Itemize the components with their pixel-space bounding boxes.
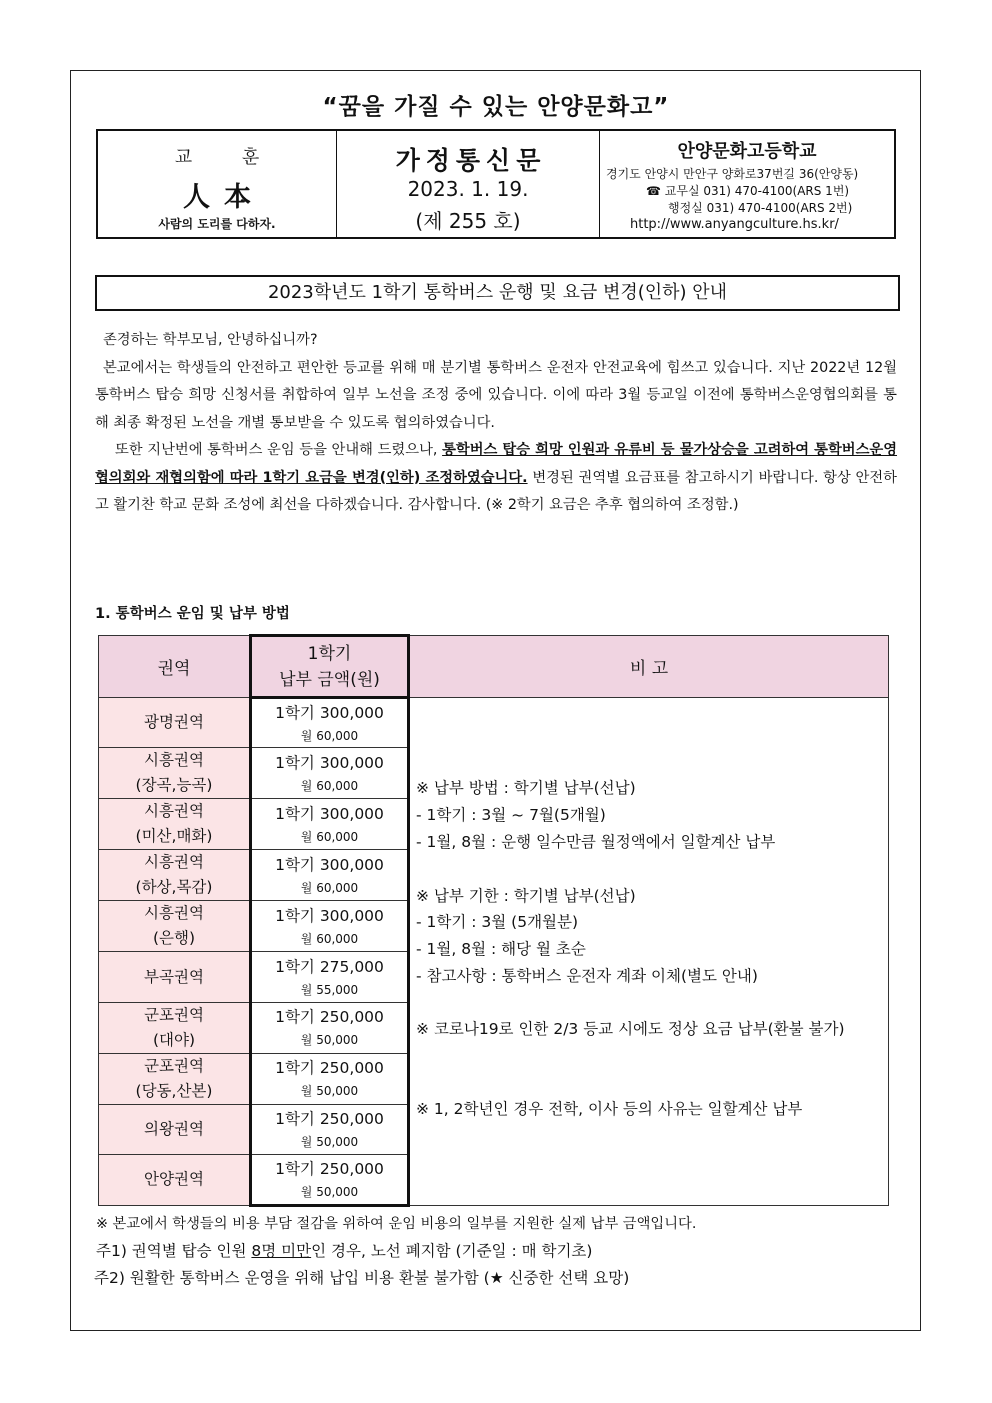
notes-cell bbox=[409, 698, 889, 1206]
footnote-1: 주1) 권역별 탑승 인원 8명 미만인 경우, 노선 폐지함 (기준일 : 매 학기초) bbox=[96, 1242, 593, 1260]
region-cell: 시흥권역 (은행) bbox=[99, 901, 251, 952]
note-line: ※ 1, 2학년인 경우 전학, 이사 등의 사유는 일할계산 납부 bbox=[416, 1100, 803, 1118]
school-contact bbox=[600, 131, 894, 237]
region-cell: 군포권역 (대야) bbox=[99, 1002, 251, 1053]
paragraph-2-emphasis: 통학버스 탑승 희망 인원과 유류비 등 물가상승을 고려하여 통학버스운영협의회와 재협의함에 따라 1학기 요금을 변경(인하) 조정하였습니다. bbox=[95, 442, 898, 486]
note-line: ※ 납부 방법 : 학기별 납부(선납) bbox=[416, 779, 636, 797]
note-line: ※ 코로나19로 인한 2/3 등교 시에도 정상 요금 납부(환불 불가) bbox=[416, 1020, 845, 1038]
note-line: - 참고사항 : 통학버스 운전자 계좌 이체(별도 안내) bbox=[416, 967, 758, 985]
region-cell: 군포권역 (당동,산본) bbox=[99, 1053, 251, 1104]
creed-subtitle: 사람의 도리를 다하자. bbox=[158, 217, 276, 231]
region-cell: 시흥권역 (장곡,능곡) bbox=[99, 748, 251, 799]
paragraph-1: 본교에서는 학생들의 안전하고 편안한 등교를 위해 매 분기별 통학버스 운전자 안전교육에 힘쓰고 있습니다. 지난 2022년 12월 통학버스 탑승 희망 신청서를 취합하여 일부 노선을 조정 중에 있습니다. 이에 따라 3월 등교일 이전에 통학버스운영협의회를 통해 최종 확정된 노선을 개별 통보받을 수 있도록 협의하였습니다. bbox=[95, 359, 897, 431]
note-line: - 1월, 8월 : 해당 월 초순 bbox=[416, 940, 586, 958]
creed-label: 교 훈 bbox=[174, 147, 282, 168]
note-line: - 1학기 : 3월 ~ 7월(5개월) bbox=[416, 806, 606, 824]
region-cell: 광명권역 bbox=[99, 698, 251, 748]
note-line: - 1월, 8월 : 운행 일수만큼 월정액에서 일할계산 납부 bbox=[416, 833, 776, 851]
greeting: 존경하는 학부모님, 안녕하십니까? bbox=[103, 332, 318, 348]
region-cell: 부곡권역 bbox=[99, 952, 251, 1002]
section-title: 1. 통학버스 운임 및 납부 방법 bbox=[95, 606, 290, 622]
phone-staff-room: ☎ 교무실 031) 470-4100(ARS 1번) bbox=[646, 184, 850, 198]
amount-cell: 1학기 250,000 월 50,000 bbox=[251, 1155, 409, 1205]
school-name: 안양문화고등학교 bbox=[677, 141, 817, 162]
support-note: ※ 본교에서 학생들의 비용 부담 절감을 위하여 운임 비용의 일부를 지원한 실제 납부 금액입니다. bbox=[96, 1216, 697, 1232]
creed-main: 人本 bbox=[183, 182, 265, 213]
amount-cell: 1학기 300,000 월 60,000 bbox=[251, 748, 409, 799]
amount-cell: 1학기 300,000 월 60,000 bbox=[251, 850, 409, 901]
amount-cell: 1학기 275,000 월 55,000 bbox=[251, 952, 409, 1002]
announcement-title: 2023학년도 1학기 통학버스 운행 및 요금 변경(인하) 안내 bbox=[95, 275, 900, 311]
note-line: ※ 납부 기한 : 학기별 납부(선납) bbox=[416, 887, 636, 905]
paragraph-2 bbox=[95, 437, 897, 520]
newsletter-issue: (제 255 호) bbox=[415, 209, 521, 233]
amount-cell: 1학기 250,000 월 50,000 bbox=[251, 1002, 409, 1053]
school-website-link[interactable]: http://www.anyangculture.hs.kr/ bbox=[630, 217, 839, 232]
body-text bbox=[95, 327, 897, 520]
paragraph-2-intro: 또한 지난번에 통학버스 운임 등을 안내해 드렸으나, bbox=[115, 442, 443, 458]
region-cell: 안양권역 bbox=[99, 1155, 251, 1205]
newsletter-title: 가정통신문 bbox=[395, 146, 547, 175]
letter-header bbox=[96, 129, 896, 239]
region-cell: 의왕권역 bbox=[99, 1104, 251, 1154]
amount-cell: 1학기 300,000 월 60,000 bbox=[251, 901, 409, 952]
newsletter-date: 2023. 1. 19. bbox=[407, 177, 529, 201]
newsletter-info bbox=[337, 131, 600, 237]
header-notes: 비 고 bbox=[409, 636, 889, 698]
amount-cell: 1학기 250,000 월 50,000 bbox=[251, 1104, 409, 1154]
paragraph-2-closing: 변경된 권역별 요금표를 참고하시기 바랍니다. 항상 안전하고 활기찬 학교 문화 조성에 최선을 다하겠습니다. 감사합니다. (※ 2학기 요금은 추후 협의하여 조정함.) bbox=[95, 469, 897, 513]
school-motto: “꿈을 가질 수 있는 안양문화고” bbox=[322, 94, 670, 120]
school-address: 경기도 안양시 만안구 양화로37번길 36(안양동) bbox=[606, 167, 859, 181]
footnote-1-emphasis: 8명 미만 bbox=[251, 1242, 312, 1260]
header-region: 권역 bbox=[99, 636, 251, 698]
amount-cell: 1학기 300,000 월 60,000 bbox=[251, 698, 409, 748]
amount-cell: 1학기 300,000 월 60,000 bbox=[251, 799, 409, 850]
amount-cell: 1학기 250,000 월 50,000 bbox=[251, 1053, 409, 1104]
region-cell: 시흥권역 (하상,목감) bbox=[99, 850, 251, 901]
note-line: - 1학기 : 3월 (5개월분) bbox=[416, 913, 579, 931]
school-creed bbox=[98, 131, 337, 237]
phone-admin-office: 행정실 031) 470-4100(ARS 2번) bbox=[668, 201, 853, 215]
fee-table bbox=[98, 634, 889, 1207]
region-cell: 시흥권역 (미산,매화) bbox=[99, 799, 251, 850]
header-amount: 1학기 납부 금액(원) bbox=[251, 636, 409, 698]
footnote-2: 주2) 원활한 통학버스 운영을 위해 납입 비용 환불 불가함 (★ 신중한 선택 요망) bbox=[94, 1269, 630, 1287]
table-row bbox=[99, 698, 889, 748]
